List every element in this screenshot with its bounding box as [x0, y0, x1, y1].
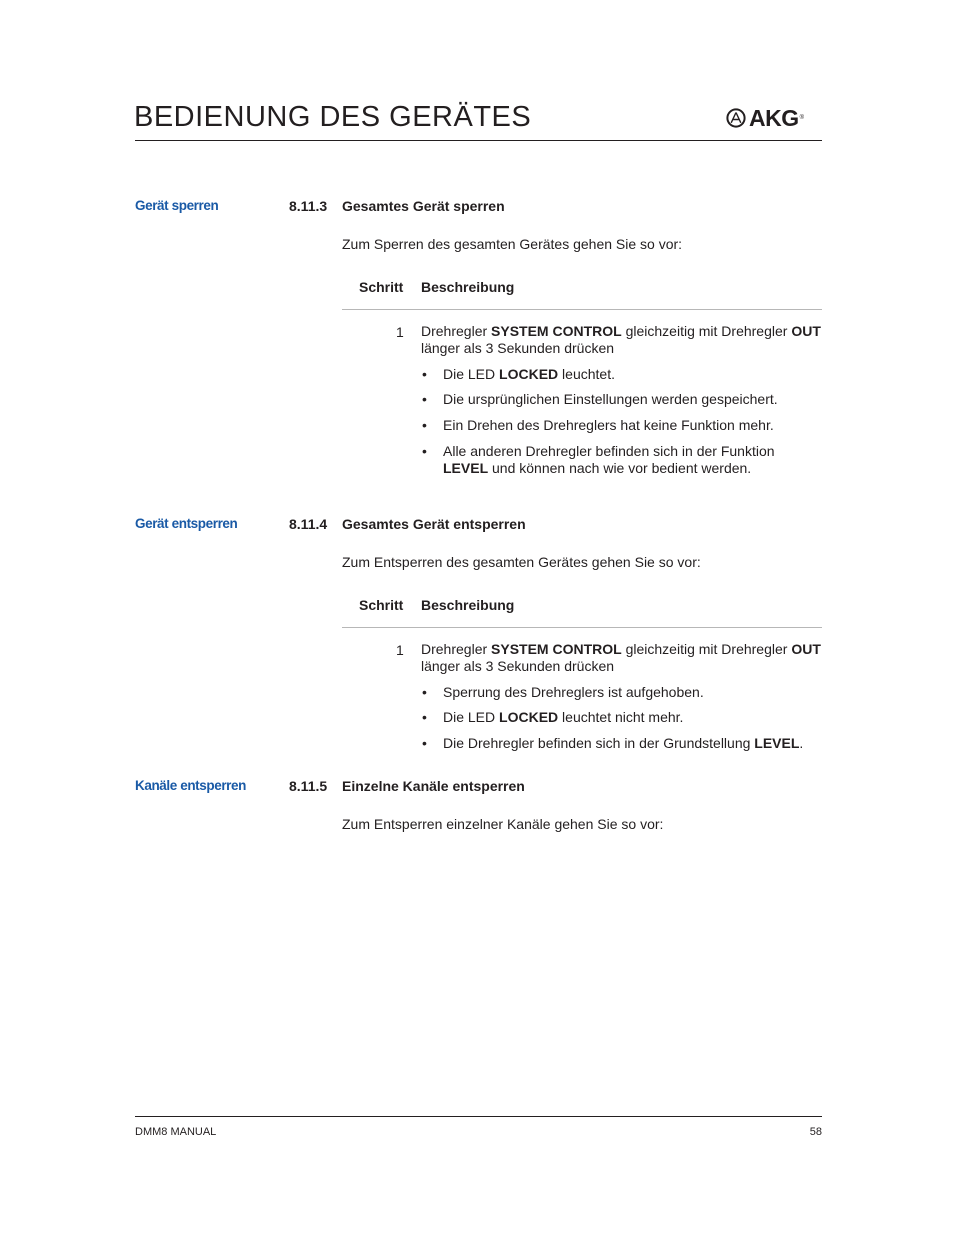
bullet-icon: •	[422, 391, 427, 407]
bullet-item: Die Drehregler befinden sich in der Grundstellung LEVEL.	[443, 735, 804, 751]
table-header-description: Beschreibung	[421, 597, 515, 613]
bullet-item: Die ursprünglichen Einstellungen werden gespeichert.	[443, 391, 778, 407]
bullet-item: Die LED LOCKED leuchtet.	[443, 366, 615, 382]
table-header-description: Beschreibung	[421, 279, 515, 295]
bullet-icon: •	[422, 366, 427, 382]
akg-logo	[726, 105, 804, 131]
footer-rule	[135, 1116, 822, 1117]
section-intro: Zum Sperren des gesamten Gerätes gehen Sie so vor:	[342, 236, 683, 252]
page-number: 58	[809, 1126, 822, 1138]
table-rule	[342, 627, 822, 628]
section-title: Gesamtes Gerät sperren	[342, 198, 505, 214]
step-description: Drehregler SYSTEM CONTROL gleichzeitig mit Drehregler OUT länger als 3 Sekunden drücken	[421, 641, 821, 674]
table-header-step: Schritt	[359, 597, 404, 613]
bullet-item: Die LED LOCKED leuchtet nicht mehr.	[443, 709, 684, 725]
footer-manual-name: DMM8 MANUAL	[135, 1126, 217, 1138]
akg-logo-text: AKG	[749, 105, 799, 131]
page-title: BEDIENUNG DES GERÄTES	[134, 101, 532, 133]
section-number: 8.11.3	[289, 198, 328, 214]
table-rule	[342, 309, 822, 310]
step-number: 1	[396, 642, 404, 658]
bullet-icon: •	[422, 735, 427, 751]
side-label: Kanäle entsperren	[135, 778, 246, 793]
bullet-item: Sperrung des Drehreglers ist aufgehoben.	[443, 684, 704, 700]
bullet-icon: •	[422, 417, 427, 433]
bullet-icon: •	[422, 709, 427, 725]
side-label: Gerät sperren	[135, 198, 219, 213]
section-number: 8.11.4	[289, 516, 328, 532]
header-rule	[135, 140, 822, 141]
bullet-item: Ein Drehen des Drehreglers hat keine Funktion mehr.	[443, 417, 774, 433]
step-number: 1	[396, 324, 404, 340]
section-intro: Zum Entsperren des gesamten Gerätes gehen Sie so vor:	[342, 554, 701, 570]
table-header-step: Schritt	[359, 279, 404, 295]
section-title: Einzelne Kanäle entsperren	[342, 778, 525, 794]
akg-logo-icon	[726, 108, 746, 128]
section-number: 8.11.5	[289, 778, 328, 794]
section-title: Gesamtes Gerät entsperren	[342, 516, 526, 532]
bullet-icon: •	[422, 443, 427, 459]
side-label: Gerät entsperren	[135, 516, 238, 531]
registered-mark: ®	[799, 115, 805, 121]
section-intro: Zum Entsperren einzelner Kanäle gehen Sie so vor:	[342, 816, 664, 832]
step-description: Drehregler SYSTEM CONTROL gleichzeitig mit Drehregler OUT länger als 3 Sekunden drücken	[421, 323, 821, 356]
bullet-item: Alle anderen Drehregler befinden sich in der Funktion LEVEL und können nach wie vor bedient werden.	[443, 443, 775, 476]
bullet-icon: •	[422, 684, 427, 700]
